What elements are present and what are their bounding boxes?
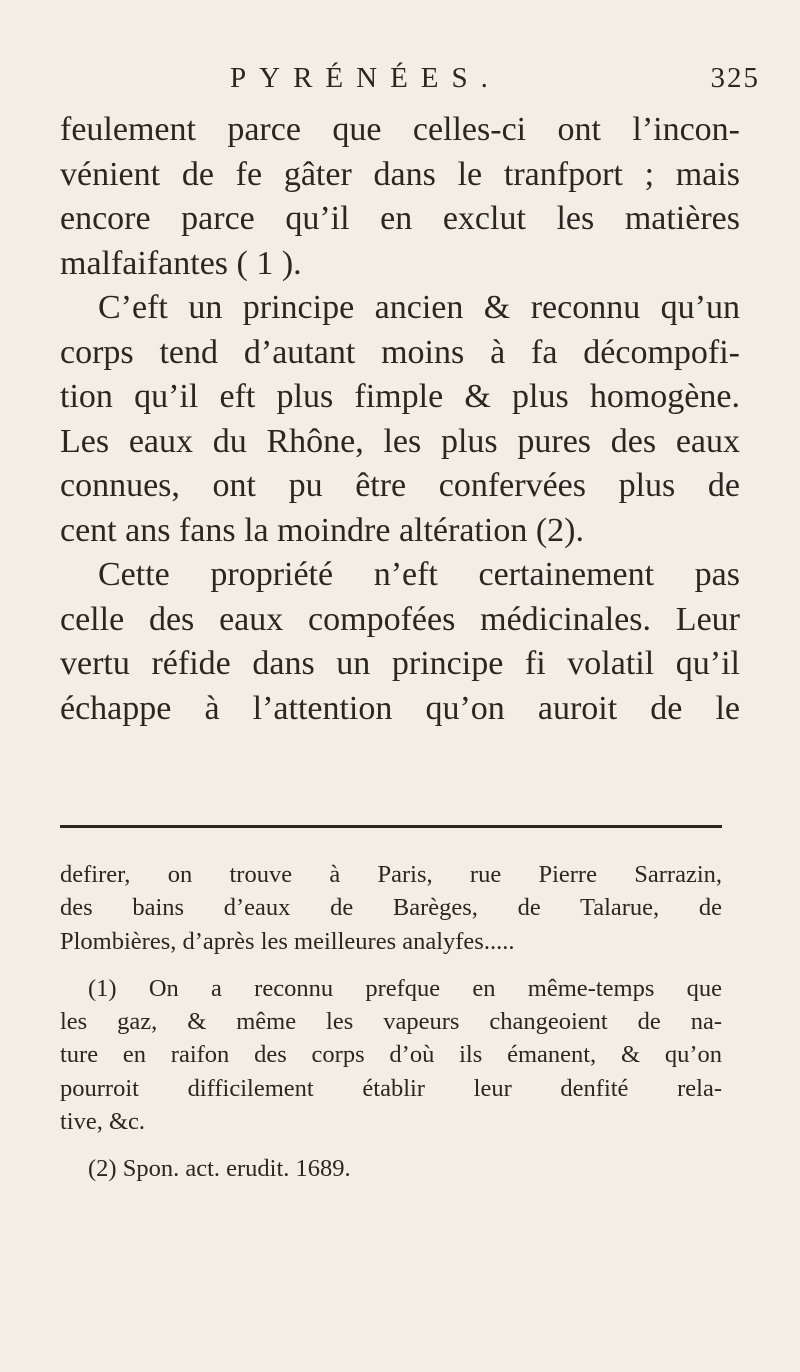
main-text <box>60 108 740 731</box>
text-line: Les eaux du Rhône, les plus pures des eaux <box>60 422 740 460</box>
footnote-line: (2) Spon. act. erudit. 1689. <box>88 1155 351 1183</box>
text-line: malfaifantes ( 1 ). <box>60 244 302 282</box>
page-header <box>60 62 760 102</box>
text-line: échappe à l’attention qu’on auroit de le <box>60 689 740 727</box>
footnote-line: ture en raifon des corps d’où ils émanent, & qu’on <box>60 1041 722 1069</box>
footnote-line: pourroit difficilement établir leur denfité rela- <box>60 1074 722 1102</box>
footnote-line: les gaz, & même les vapeurs changeoient de na- <box>60 1008 722 1036</box>
footnote-line: (1) On a reconnu prefque en même-temps que <box>88 974 722 1002</box>
footnote-line: Plombières, d’après les meilleures analyfes..... <box>60 927 515 955</box>
footnote-line: tive, &c. <box>60 1108 146 1136</box>
footnote-line: des bains d’eaux de Barèges, de Talarue, de <box>60 894 722 922</box>
text-line: feulement parce que celles-ci ont l’incon- <box>60 111 740 148</box>
text-line: vénient de fe gâter dans le tranfport ; mais <box>60 155 740 193</box>
text-line: vertu réfide dans un principe fi volatil qu’il <box>60 645 740 682</box>
text-line: celle des eaux compofées médicinales. Leur <box>60 600 740 638</box>
page-number: 325 <box>710 62 760 94</box>
footnote-rule <box>60 825 722 828</box>
footnotes <box>60 858 722 1186</box>
text-line: corps tend d’autant moins à fa décompofi- <box>60 333 740 371</box>
text-line: encore parce qu’il en exclut les matières <box>60 200 740 237</box>
running-head: PYRÉNÉES. <box>230 62 501 94</box>
footnote-line: defirer, on trouve à Paris, rue Pierre Sarrazin, <box>60 861 722 888</box>
text-line: cent ans fans la moindre altération (2). <box>60 511 584 549</box>
text-line: Cette propriété n’eft certainement pas <box>98 556 740 593</box>
text-line: tion qu’il eft plus fimple & plus homogène. <box>60 378 740 415</box>
text-line: C’eft un principe ancien & reconnu qu’un <box>98 289 740 326</box>
text-line: connues, ont pu être confervées plus de <box>60 467 740 504</box>
